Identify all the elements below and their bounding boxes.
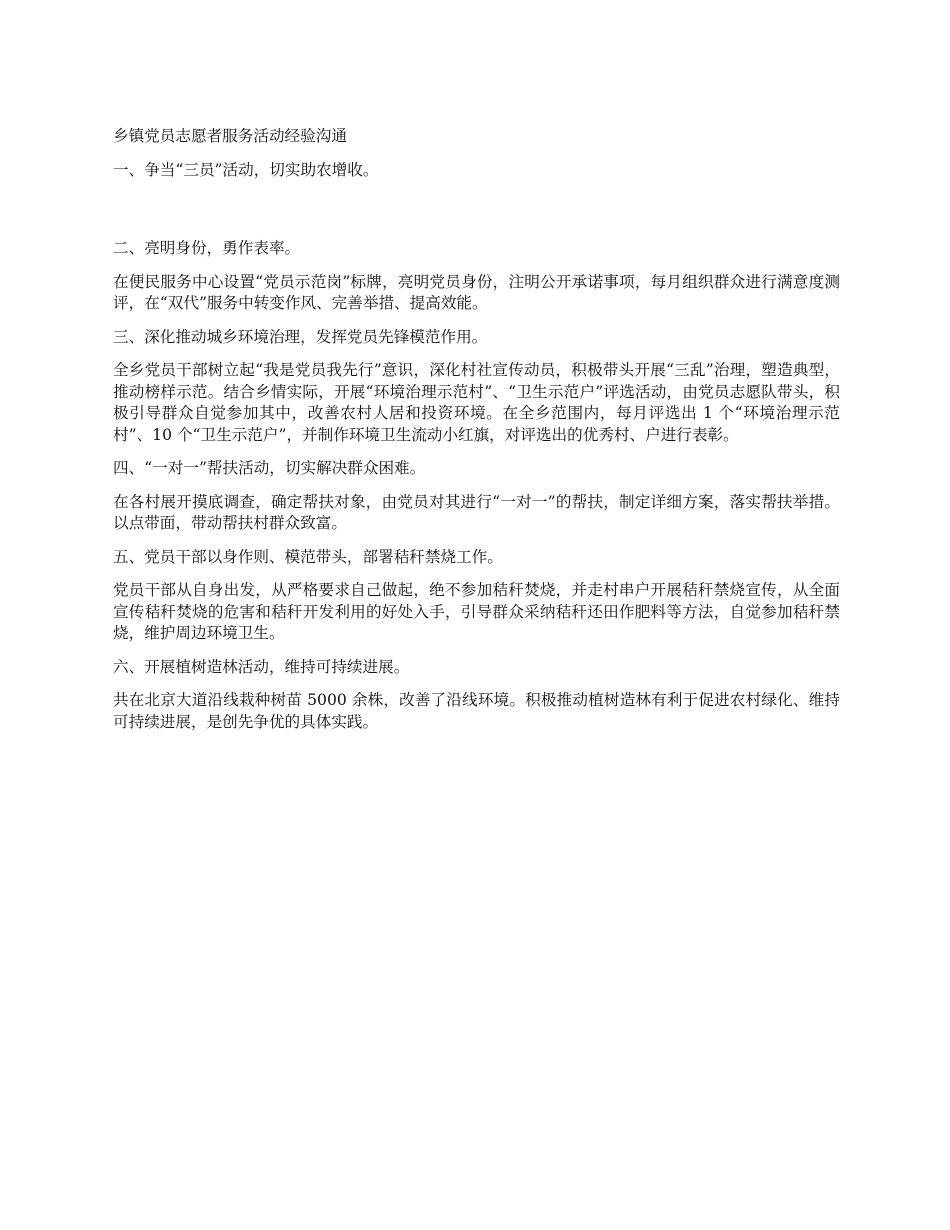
section-4-paragraph: 在各村展开摸底调查，确定帮扶对象，由党员对其进行“一对一”的帮扶，制定详细方案，落实帮扶举措。以点带面，带动帮扶村群众致富。 xyxy=(113,492,840,532)
section-2-paragraph: 在便民服务中心设置“党员示范岗”标牌，亮明党员身份，注明公开承诺事项，每月组织群众进行满意度测评，在“双代”服务中转变作风、完善举措、提高效能。 xyxy=(113,272,840,312)
section-5-heading: 五、党员干部以身作则、模范带头，部署秸秆禁烧工作。 xyxy=(113,547,503,566)
section-3-paragraph: 全乡党员干部树立起“我是党员我先行”意识，深化村社宣传动员，积极带头开展“三乱”治理，塑造典型，推动榜样示范。结合乡情实际，开展“环境治理示范村”、“卫生示范户”评选活动，由党员志愿队带头，积极引导群众自觉参加其中，改善农村人居和投资环境。在全乡范围内，每月评选出 1 个“环境治理示范村”、10 个“卫生示范户”，并制作环境卫生流动小红旗，对评选出的优秀村、户进行表彰。 xyxy=(113,361,840,444)
document-body xyxy=(113,126,840,733)
section-6-paragraph: 共在北京大道沿线栽种树苗 5000 余株，改善了沿线环境。积极推动植树造林有利于促进农村绿化、维持可持续进展，是创先争优的具体实践。 xyxy=(113,691,840,731)
section-1-heading: 一、争当“三员”活动，切实助农增收。 xyxy=(113,160,379,179)
document-title: 乡镇党员志愿者服务活动经验沟通 xyxy=(113,127,347,145)
section-2-heading: 二、亮明身份，勇作表率。 xyxy=(113,239,301,257)
section-6-heading: 六、开展植树造林活动，维持可持续进展。 xyxy=(113,657,410,676)
section-3-heading: 三、深化推动城乡环境治理，发挥党员先锋模范作用。 xyxy=(113,327,488,346)
section-4-heading: 四、“一对一”帮扶活动，切实解决群众困难。 xyxy=(113,459,426,477)
section-5-paragraph: 党员干部从自身出发，从严格要求自己做起，绝不参加秸秆焚烧，并走村串户开展秸秆禁烧宣传，从全面宣传秸秆焚烧的危害和秸秆开发利用的好处入手，引导群众采纳秸秆还田作肥料等方法，自觉参加秸秆禁烧，维护周边环境卫生。 xyxy=(113,581,840,642)
